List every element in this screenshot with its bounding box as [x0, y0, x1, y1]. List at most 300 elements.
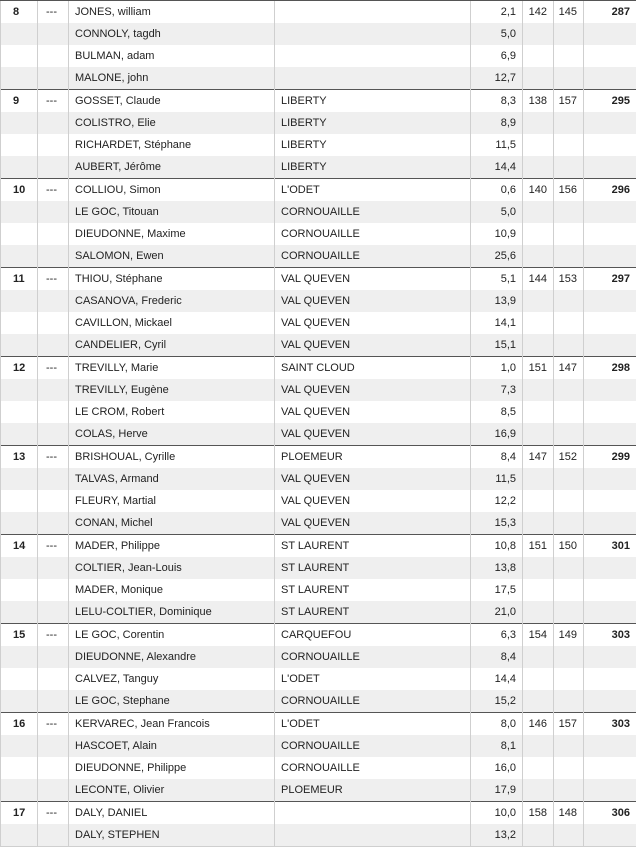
- player-row: [1, 713, 636, 736]
- player-row: [1, 223, 636, 245]
- player-handicap: 16,9: [471, 423, 523, 446]
- team-rank: [1, 67, 38, 90]
- team-status: [38, 668, 69, 690]
- round-1-score: [523, 245, 554, 268]
- player-club: PLOEMEUR: [275, 779, 471, 802]
- player-row: [1, 90, 636, 113]
- round-2-score: [554, 824, 584, 847]
- player-handicap: 12,2: [471, 490, 523, 512]
- round-2-score: 150: [554, 535, 584, 558]
- player-club: VAL QUEVEN: [275, 268, 471, 291]
- player-club: ST LAURENT: [275, 535, 471, 558]
- round-2-score: [554, 557, 584, 579]
- team-status: ---: [38, 1, 69, 24]
- player-club: L'ODET: [275, 668, 471, 690]
- team-status: [38, 423, 69, 446]
- round-1-score: 158: [523, 802, 554, 825]
- player-row: [1, 446, 636, 469]
- team-status: [38, 23, 69, 45]
- player-handicap: 11,5: [471, 134, 523, 156]
- player-row: [1, 379, 636, 401]
- round-2-score: [554, 67, 584, 90]
- team-status: ---: [38, 535, 69, 558]
- player-handicap: 21,0: [471, 601, 523, 624]
- player-row: [1, 601, 636, 624]
- round-2-score: 148: [554, 802, 584, 825]
- player-row: [1, 668, 636, 690]
- team-status: [38, 201, 69, 223]
- team-status: [38, 312, 69, 334]
- player-handicap: 5,0: [471, 201, 523, 223]
- player-row: [1, 312, 636, 334]
- player-name: MALONE, john: [69, 67, 275, 90]
- player-handicap: 8,5: [471, 401, 523, 423]
- round-1-score: 138: [523, 90, 554, 113]
- player-club: CORNOUAILLE: [275, 646, 471, 668]
- team-rank: [1, 579, 38, 601]
- team-status: [38, 757, 69, 779]
- player-handicap: 2,1: [471, 1, 523, 24]
- round-1-score: 151: [523, 535, 554, 558]
- player-handicap: 6,3: [471, 624, 523, 647]
- player-name: JONES, william: [69, 1, 275, 24]
- player-row: [1, 245, 636, 268]
- round-2-score: [554, 668, 584, 690]
- team-total: 287: [584, 1, 636, 24]
- team-total: [584, 67, 636, 90]
- round-2-score: [554, 312, 584, 334]
- player-row: [1, 290, 636, 312]
- player-club: CORNOUAILLE: [275, 201, 471, 223]
- team-rank: [1, 379, 38, 401]
- team-rank: [1, 156, 38, 179]
- team-rank: 15: [1, 624, 38, 647]
- team-rank: [1, 401, 38, 423]
- team-rank: 8: [1, 1, 38, 24]
- player-handicap: 14,1: [471, 312, 523, 334]
- round-1-score: [523, 379, 554, 401]
- team-rank: 13: [1, 446, 38, 469]
- team-total: [584, 156, 636, 179]
- player-name: CONAN, Michel: [69, 512, 275, 535]
- player-handicap: 13,8: [471, 557, 523, 579]
- player-handicap: 8,3: [471, 90, 523, 113]
- player-row: [1, 735, 636, 757]
- player-name: DALY, STEPHEN: [69, 824, 275, 847]
- player-club: CORNOUAILLE: [275, 690, 471, 713]
- team-rank: [1, 201, 38, 223]
- player-row: [1, 824, 636, 847]
- round-1-score: [523, 223, 554, 245]
- team-total: [584, 290, 636, 312]
- player-handicap: 7,3: [471, 379, 523, 401]
- player-row: [1, 757, 636, 779]
- team-status: ---: [38, 446, 69, 469]
- round-1-score: [523, 646, 554, 668]
- player-row: [1, 268, 636, 291]
- player-handicap: 15,1: [471, 334, 523, 357]
- player-row: [1, 690, 636, 713]
- team-total: [584, 512, 636, 535]
- team-rank: [1, 312, 38, 334]
- player-name: TREVILLY, Eugène: [69, 379, 275, 401]
- player-club: [275, 824, 471, 847]
- round-1-score: [523, 512, 554, 535]
- round-2-score: [554, 512, 584, 535]
- round-1-score: [523, 601, 554, 624]
- player-club: L'ODET: [275, 179, 471, 202]
- player-row: [1, 112, 636, 134]
- player-club: VAL QUEVEN: [275, 512, 471, 535]
- player-name: LE GOC, Stephane: [69, 690, 275, 713]
- player-name: DIEUDONNE, Maxime: [69, 223, 275, 245]
- player-name: CALVEZ, Tanguy: [69, 668, 275, 690]
- round-1-score: [523, 290, 554, 312]
- round-1-score: [523, 312, 554, 334]
- player-handicap: 6,9: [471, 45, 523, 67]
- player-row: [1, 134, 636, 156]
- team-rank: [1, 690, 38, 713]
- player-handicap: 25,6: [471, 245, 523, 268]
- team-total: [584, 779, 636, 802]
- team-total: [584, 334, 636, 357]
- round-1-score: [523, 156, 554, 179]
- team-rank: [1, 512, 38, 535]
- player-handicap: 8,9: [471, 112, 523, 134]
- player-name: DIEUDONNE, Alexandre: [69, 646, 275, 668]
- round-2-score: [554, 690, 584, 713]
- round-2-score: [554, 423, 584, 446]
- team-status: [38, 245, 69, 268]
- player-club: [275, 1, 471, 24]
- round-1-score: [523, 45, 554, 67]
- round-2-score: 156: [554, 179, 584, 202]
- round-2-score: [554, 379, 584, 401]
- player-row: [1, 557, 636, 579]
- team-status: ---: [38, 179, 69, 202]
- team-total: 298: [584, 357, 636, 380]
- player-name: DIEUDONNE, Philippe: [69, 757, 275, 779]
- player-name: CANDELIER, Cyril: [69, 334, 275, 357]
- player-name: MADER, Monique: [69, 579, 275, 601]
- player-club: LIBERTY: [275, 112, 471, 134]
- team-rank: [1, 490, 38, 512]
- team-total: 306: [584, 802, 636, 825]
- round-1-score: [523, 579, 554, 601]
- team-rank: [1, 245, 38, 268]
- player-handicap: 1,0: [471, 357, 523, 380]
- player-club: ST LAURENT: [275, 579, 471, 601]
- team-total: [584, 490, 636, 512]
- player-name: BRISHOUAL, Cyrille: [69, 446, 275, 469]
- round-2-score: [554, 156, 584, 179]
- team-total: [584, 690, 636, 713]
- player-handicap: 10,8: [471, 535, 523, 558]
- team-total: 299: [584, 446, 636, 469]
- player-row: [1, 535, 636, 558]
- player-handicap: 8,1: [471, 735, 523, 757]
- team-status: [38, 67, 69, 90]
- player-club: PLOEMEUR: [275, 446, 471, 469]
- round-1-score: 154: [523, 624, 554, 647]
- team-rank: 11: [1, 268, 38, 291]
- player-club: [275, 23, 471, 45]
- player-handicap: 11,5: [471, 468, 523, 490]
- round-2-score: [554, 490, 584, 512]
- round-1-score: [523, 668, 554, 690]
- team-status: ---: [38, 90, 69, 113]
- player-club: VAL QUEVEN: [275, 379, 471, 401]
- team-rank: 16: [1, 713, 38, 736]
- player-name: KERVAREC, Jean Francois: [69, 713, 275, 736]
- team-total: [584, 379, 636, 401]
- player-name: LELU-COLTIER, Dominique: [69, 601, 275, 624]
- player-row: [1, 357, 636, 380]
- team-status: [38, 334, 69, 357]
- player-club: VAL QUEVEN: [275, 401, 471, 423]
- round-1-score: [523, 824, 554, 847]
- team-rank: [1, 223, 38, 245]
- round-1-score: [523, 401, 554, 423]
- player-name: MADER, Philippe: [69, 535, 275, 558]
- team-rank: 17: [1, 802, 38, 825]
- team-status: ---: [38, 802, 69, 825]
- round-1-score: 147: [523, 446, 554, 469]
- player-name: TALVAS, Armand: [69, 468, 275, 490]
- player-name: DALY, DANIEL: [69, 802, 275, 825]
- round-1-score: 146: [523, 713, 554, 736]
- player-row: [1, 401, 636, 423]
- player-name: COLISTRO, Elie: [69, 112, 275, 134]
- player-name: LE GOC, Corentin: [69, 624, 275, 647]
- team-total: [584, 735, 636, 757]
- player-row: [1, 201, 636, 223]
- team-total: [584, 401, 636, 423]
- player-club: VAL QUEVEN: [275, 290, 471, 312]
- round-2-score: [554, 579, 584, 601]
- team-total: 296: [584, 179, 636, 202]
- round-2-score: [554, 334, 584, 357]
- team-total: [584, 557, 636, 579]
- player-row: [1, 156, 636, 179]
- player-name: BULMAN, adam: [69, 45, 275, 67]
- player-club: VAL QUEVEN: [275, 423, 471, 446]
- player-club: VAL QUEVEN: [275, 468, 471, 490]
- player-name: LE GOC, Titouan: [69, 201, 275, 223]
- round-1-score: [523, 490, 554, 512]
- team-total: 297: [584, 268, 636, 291]
- player-club: [275, 45, 471, 67]
- player-row: [1, 512, 636, 535]
- team-total: 303: [584, 713, 636, 736]
- round-2-score: 153: [554, 268, 584, 291]
- player-name: TREVILLY, Marie: [69, 357, 275, 380]
- player-handicap: 10,9: [471, 223, 523, 245]
- player-club: ST LAURENT: [275, 601, 471, 624]
- team-total: [584, 112, 636, 134]
- team-status: [38, 690, 69, 713]
- team-status: [38, 779, 69, 802]
- round-1-score: [523, 735, 554, 757]
- team-total: [584, 134, 636, 156]
- team-total: [584, 312, 636, 334]
- round-2-score: [554, 45, 584, 67]
- team-rank: 9: [1, 90, 38, 113]
- player-club: CORNOUAILLE: [275, 735, 471, 757]
- player-club: CORNOUAILLE: [275, 245, 471, 268]
- round-1-score: 140: [523, 179, 554, 202]
- player-name: FLEURY, Martial: [69, 490, 275, 512]
- team-rank: [1, 757, 38, 779]
- player-club: [275, 802, 471, 825]
- round-1-score: [523, 757, 554, 779]
- round-2-score: [554, 468, 584, 490]
- team-status: [38, 379, 69, 401]
- player-handicap: 15,3: [471, 512, 523, 535]
- team-status: ---: [38, 624, 69, 647]
- player-club: SAINT CLOUD: [275, 357, 471, 380]
- round-2-score: [554, 201, 584, 223]
- team-status: [38, 512, 69, 535]
- team-status: [38, 601, 69, 624]
- player-name: CAVILLON, Mickael: [69, 312, 275, 334]
- team-status: ---: [38, 268, 69, 291]
- team-status: [38, 735, 69, 757]
- player-club: VAL QUEVEN: [275, 490, 471, 512]
- round-2-score: [554, 245, 584, 268]
- player-handicap: 8,0: [471, 713, 523, 736]
- round-2-score: [554, 401, 584, 423]
- round-1-score: 151: [523, 357, 554, 380]
- team-rank: 14: [1, 535, 38, 558]
- round-1-score: [523, 779, 554, 802]
- team-rank: 10: [1, 179, 38, 202]
- player-handicap: 5,0: [471, 23, 523, 45]
- player-handicap: 8,4: [471, 646, 523, 668]
- round-2-score: [554, 646, 584, 668]
- team-rank: [1, 468, 38, 490]
- player-handicap: 17,5: [471, 579, 523, 601]
- team-total: [584, 757, 636, 779]
- player-row: [1, 579, 636, 601]
- round-2-score: 149: [554, 624, 584, 647]
- player-handicap: 14,4: [471, 668, 523, 690]
- player-name: SALOMON, Ewen: [69, 245, 275, 268]
- player-handicap: 15,2: [471, 690, 523, 713]
- player-handicap: 0,6: [471, 179, 523, 202]
- player-handicap: 12,7: [471, 67, 523, 90]
- team-total: [584, 201, 636, 223]
- round-1-score: [523, 557, 554, 579]
- team-total: [584, 824, 636, 847]
- round-1-score: [523, 423, 554, 446]
- round-2-score: [554, 735, 584, 757]
- player-row: [1, 23, 636, 45]
- player-name: LECONTE, Olivier: [69, 779, 275, 802]
- player-name: AUBERT, Jérôme: [69, 156, 275, 179]
- team-status: [38, 156, 69, 179]
- team-total: [584, 245, 636, 268]
- player-name: GOSSET, Claude: [69, 90, 275, 113]
- team-rank: [1, 334, 38, 357]
- team-total: [584, 468, 636, 490]
- team-rank: [1, 779, 38, 802]
- team-total: 295: [584, 90, 636, 113]
- round-1-score: [523, 67, 554, 90]
- player-row: [1, 468, 636, 490]
- team-total: [584, 423, 636, 446]
- player-club: VAL QUEVEN: [275, 312, 471, 334]
- team-status: [38, 557, 69, 579]
- round-2-score: 147: [554, 357, 584, 380]
- team-status: [38, 646, 69, 668]
- round-1-score: 144: [523, 268, 554, 291]
- player-row: [1, 423, 636, 446]
- team-total: [584, 45, 636, 67]
- team-total: 303: [584, 624, 636, 647]
- player-club: CORNOUAILLE: [275, 223, 471, 245]
- round-1-score: [523, 468, 554, 490]
- player-club: ST LAURENT: [275, 557, 471, 579]
- round-1-score: 142: [523, 1, 554, 24]
- player-name: CASANOVA, Frederic: [69, 290, 275, 312]
- team-rank: 12: [1, 357, 38, 380]
- player-name: LE CROM, Robert: [69, 401, 275, 423]
- team-rank: [1, 557, 38, 579]
- team-rank: [1, 601, 38, 624]
- team-total: [584, 23, 636, 45]
- round-2-score: [554, 601, 584, 624]
- round-2-score: [554, 290, 584, 312]
- player-handicap: 14,4: [471, 156, 523, 179]
- team-status: [38, 134, 69, 156]
- player-handicap: 16,0: [471, 757, 523, 779]
- team-status: [38, 112, 69, 134]
- team-total: [584, 223, 636, 245]
- team-total: 301: [584, 535, 636, 558]
- player-name: THIOU, Stéphane: [69, 268, 275, 291]
- team-status: [38, 290, 69, 312]
- player-row: [1, 490, 636, 512]
- team-total: [584, 668, 636, 690]
- team-total: [584, 579, 636, 601]
- player-club: LIBERTY: [275, 90, 471, 113]
- team-rank: [1, 423, 38, 446]
- team-rank: [1, 735, 38, 757]
- round-2-score: [554, 23, 584, 45]
- player-club: LIBERTY: [275, 156, 471, 179]
- team-status: [38, 490, 69, 512]
- team-total: [584, 646, 636, 668]
- round-1-score: [523, 112, 554, 134]
- round-2-score: [554, 223, 584, 245]
- player-handicap: 5,1: [471, 268, 523, 291]
- team-status: ---: [38, 357, 69, 380]
- player-row: [1, 624, 636, 647]
- team-status: [38, 824, 69, 847]
- team-status: [38, 468, 69, 490]
- player-club: L'ODET: [275, 713, 471, 736]
- player-row: [1, 179, 636, 202]
- team-rank: [1, 668, 38, 690]
- player-row: [1, 779, 636, 802]
- round-2-score: 157: [554, 713, 584, 736]
- player-handicap: 10,0: [471, 802, 523, 825]
- results-body: [1, 1, 636, 847]
- player-handicap: 13,2: [471, 824, 523, 847]
- round-2-score: 145: [554, 1, 584, 24]
- player-name: HASCOET, Alain: [69, 735, 275, 757]
